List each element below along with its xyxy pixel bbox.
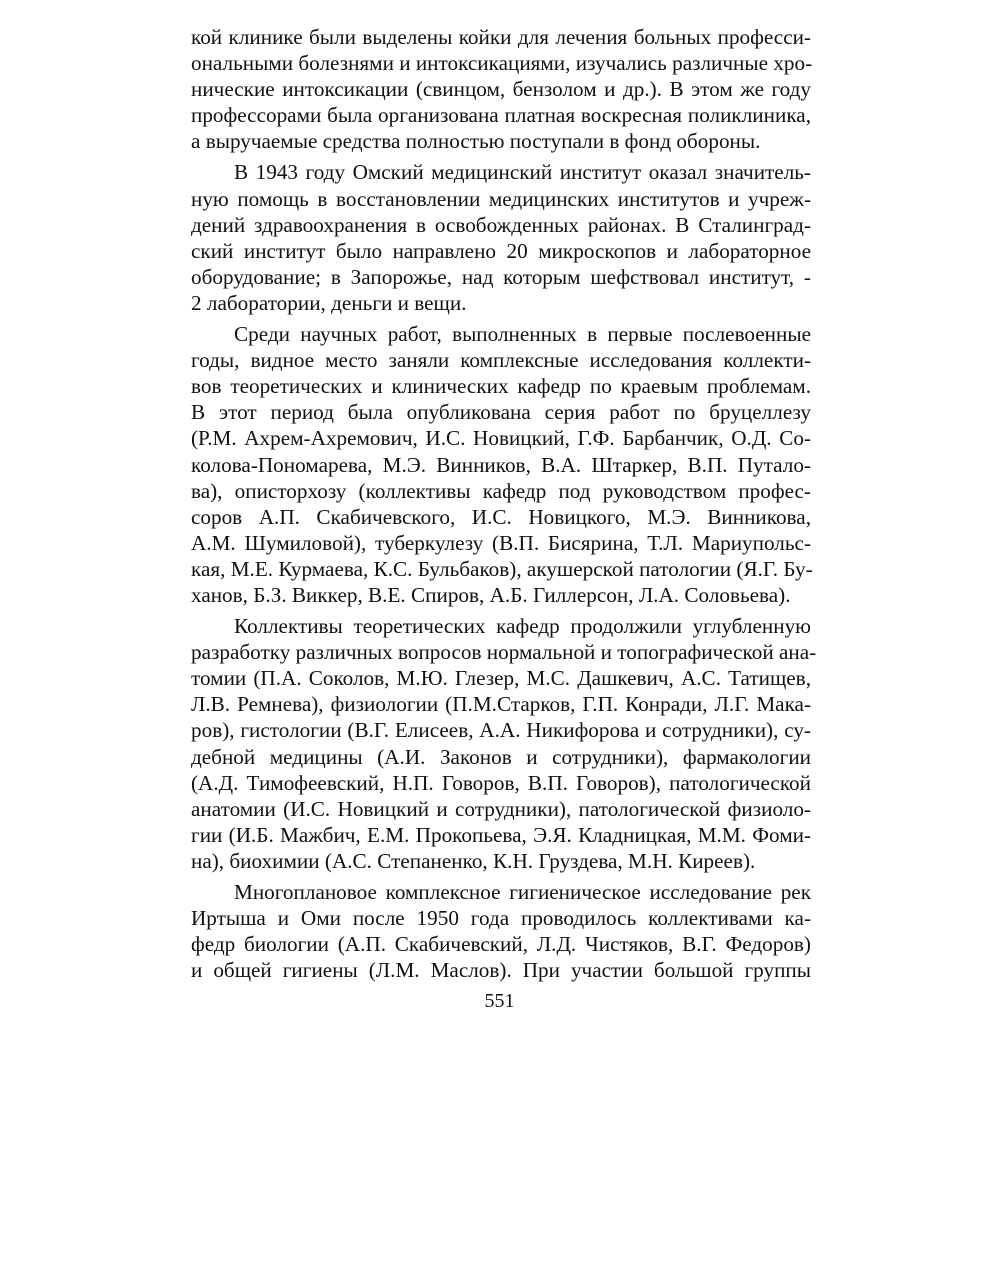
text-line: ский институт было направлено 20 микроскопов и лабораторное — [191, 238, 811, 263]
paragraph-5 — [191, 879, 811, 983]
text-line: В этот период была опубликована серия работ по бруцеллезу — [191, 400, 811, 425]
text-line: нические интоксикации (свинцом, бензолом и др.). В этом же году — [191, 77, 811, 102]
text-line: а выручаемые средства полностью поступали в фонд обороны. — [191, 129, 761, 154]
text-line: ную помощь в восстановлении медицинских институтов и учреж- — [191, 186, 811, 211]
page-number: 551 — [484, 990, 515, 1012]
text-line: (А.Д. Тимофеевский, Н.П. Говоров, В.П. Говоров), патологической — [191, 770, 811, 795]
text-line: Коллективы теоретических кафедр продолжили углубленную — [234, 614, 811, 639]
text-line: оборудование; в Запорожье, над которым шефствовал институт, - — [191, 264, 811, 289]
text-line: ва), описторхозу (коллективы кафедр под руководством профес- — [191, 478, 811, 503]
text-line: колова-Пономарева, М.Э. Винников, В.А. Штаркер, В.П. Путало- — [191, 452, 811, 477]
text-line: и общей гигиены (Л.М. Маслов). При участии большой группы — [191, 958, 811, 983]
text-line: В 1943 году Омский медицинский институт оказал значитель- — [234, 160, 811, 185]
text-line: федр биологии (А.П. Скабичевский, Л.Д. Чистяков, В.Г. Федоров) — [191, 932, 811, 957]
text-line: (Р.М. Ахрем-Ахремович, И.С. Новицкий, Г.Ф. Барбанчик, О.Д. Со- — [191, 426, 811, 451]
paragraph-2 — [191, 159, 811, 316]
text-line: годы, видное место заняли комплексные исследования коллекти- — [191, 348, 811, 373]
text-line: 2 лаборатории, деньги и вещи. — [191, 290, 467, 315]
text-line: кая, М.Е. Курмаева, К.С. Бульбаков), акушерской патологии (Я.Г. Бу- — [191, 556, 813, 581]
paragraph-1 — [191, 24, 811, 154]
text-line: разработку различных вопросов нормальной и топографической ана- — [191, 640, 817, 665]
text-line: ханов, Б.З. Виккер, В.Е. Спиров, А.Б. Гиллерсон, Л.А. Соловьева). — [191, 582, 791, 607]
text-line: томии (П.А. Соколов, М.Ю. Глезер, М.С. Дашкевич, А.С. Татищев, — [191, 666, 811, 691]
text-line: Иртыша и Оми после 1950 года проводилось коллективами ка- — [191, 906, 811, 931]
text-line: на), биохимии (А.С. Степаненко, К.Н. Груздева, М.Н. Киреев). — [191, 848, 756, 873]
text-line: ров), гистологии (В.Г. Елисеев, А.А. Никифорова и сотрудники), су- — [191, 718, 811, 743]
text-line: Л.В. Ремнева), физиологии (П.М.Старков, Г.П. Конради, Л.Г. Мака- — [191, 692, 811, 717]
text-line: вов теоретических и клинических кафедр по краевым проблемам. — [191, 374, 811, 399]
text-line: кой клинике были выделены койки для лечения больных професси- — [191, 25, 811, 49]
text-line: профессорами была организована платная воскресная поликлиника, — [191, 103, 811, 128]
text-line: А.М. Шумиловой), туберкулезу (В.П. Бисярина, Т.Л. Мариупольс- — [191, 530, 811, 555]
text-line: гии (И.Б. Мажбич, Е.М. Прокопьева, Э.Я. Кладницкая, М.М. Фоми- — [191, 822, 811, 847]
document-page — [191, 24, 817, 988]
text-line: соров А.П. Скабичевского, И.С. Новицкого, М.Э. Винникова, — [191, 504, 811, 529]
text-line: дений здравоохранения в освобожденных районах. В Сталинград- — [191, 212, 811, 237]
text-line: Среди научных работ, выполненных в первые послевоенные — [234, 322, 811, 347]
paragraph-4 — [191, 613, 817, 874]
text-line: Многоплановое комплексное гигиеническое исследование рек — [234, 880, 811, 904]
text-line: ональными болезнями и интоксикациями, изучались различные хро- — [191, 51, 813, 76]
paragraph-3 — [191, 321, 811, 608]
text-line: анатомии (И.С. Новицкий и сотрудники), патологической физиоло- — [191, 796, 811, 821]
text-line: дебной медицины (А.И. Законов и сотрудники), фармакологии — [191, 744, 811, 769]
